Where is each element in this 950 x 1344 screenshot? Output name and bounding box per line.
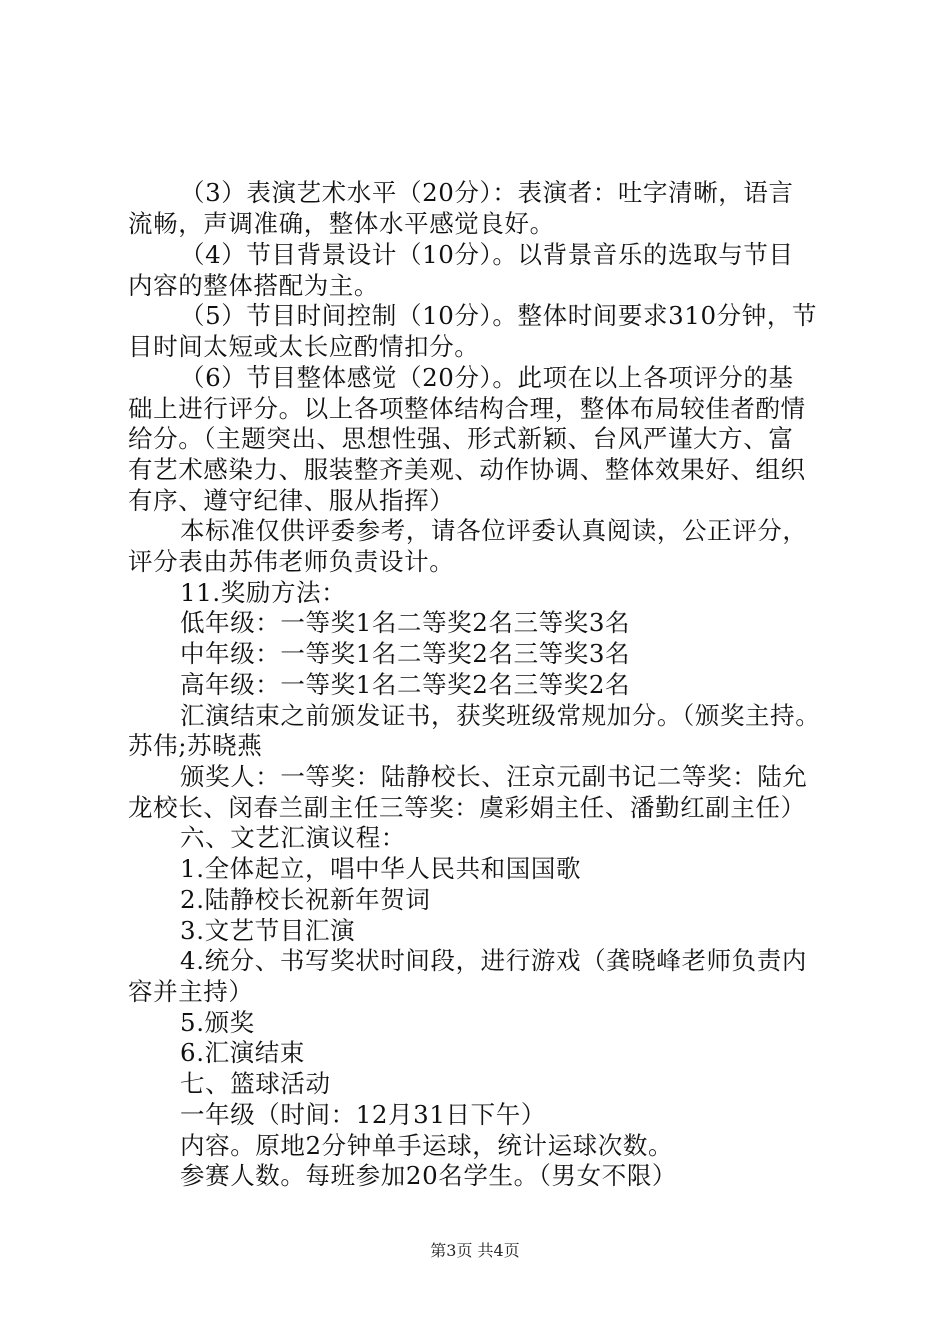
- text-line: 1.全体起立，唱中华人民共和国国歌: [180, 854, 582, 883]
- text-line: 低年级：一等奖1名二等奖2名三等奖3名: [180, 608, 631, 637]
- text-line: 础上进行评分。以上各项整体结构合理，整体布局较佳者酌情: [128, 394, 806, 423]
- text-line: 内容的整体搭配为主。: [128, 271, 379, 300]
- text-line: 颁奖人：一等奖：陆静校长、汪京元副书记二等奖：陆允: [180, 762, 808, 791]
- text-line: 高年级：一等奖1名二等奖2名三等奖2名: [180, 670, 631, 699]
- text-line: 六、文艺汇演议程：: [180, 823, 406, 852]
- text-line: 容并主持）: [128, 977, 254, 1006]
- text-line: 本标准仅供评委参考，请各位评委认真阅读，公正评分，: [180, 516, 808, 545]
- text-line: 目时间太短或太长应酌情扣分。: [128, 332, 480, 361]
- text-line: 6.汇演结束: [180, 1038, 305, 1067]
- text-line: 一年级（时间：12月31日下午）: [180, 1100, 546, 1129]
- text-line: 3.文艺节目汇演: [180, 916, 356, 945]
- text-line: 流畅，声调准确，整体水平感觉良好。: [128, 209, 555, 238]
- text-line: 有序、遵守纪律、服从指挥）: [128, 486, 455, 515]
- text-line: 中年级：一等奖1名二等奖2名三等奖3名: [180, 639, 631, 668]
- text-line: 苏伟;苏晓燕: [128, 731, 263, 760]
- text-line: 内容。原地2分钟单手运球，统计运球次数。: [180, 1131, 674, 1160]
- text-line: 评分表由苏伟老师负责设计。: [128, 547, 455, 576]
- text-line: 给分。（主题突出、思想性强、形式新颖、台风严谨大方、富: [128, 424, 794, 453]
- text-line: 2.陆静校长祝新年贺词: [180, 885, 431, 914]
- page-footer: 第3页 共4页: [430, 1241, 520, 1260]
- text-line: 汇演结束之前颁发证书，获奖班级常规加分。（颁奖主持。: [180, 701, 821, 730]
- text-line: 5.颁奖: [180, 1008, 255, 1037]
- text-line: 七、篮球活动: [180, 1069, 331, 1098]
- text-line: （6）节目整体感觉（20分）。此项在以上各项评分的基: [180, 363, 794, 392]
- text-line: 参赛人数。每班参加20名学生。（男女不限）: [180, 1161, 678, 1190]
- text-line: （4）节目背景设计（10分）。以背景音乐的选取与节目: [180, 240, 794, 269]
- text-line: （5）节目时间控制（10分）。整体时间要求310分钟，节: [180, 301, 818, 330]
- text-line: （3）表演艺术水平（20分）：表演者：吐字清晰，语言: [180, 178, 794, 207]
- text-line: 龙校长、闵春兰副主任三等奖：虞彩娟主任、潘勤红副主任）: [128, 793, 806, 822]
- text-line: 有艺术感染力、服装整齐美观、动作协调、整体效果好、组织: [128, 455, 806, 484]
- text-line: 4.统分、书写奖状时间段，进行游戏（龚晓峰老师负责内: [180, 946, 807, 975]
- text-line: 11.奖励方法：: [180, 578, 347, 607]
